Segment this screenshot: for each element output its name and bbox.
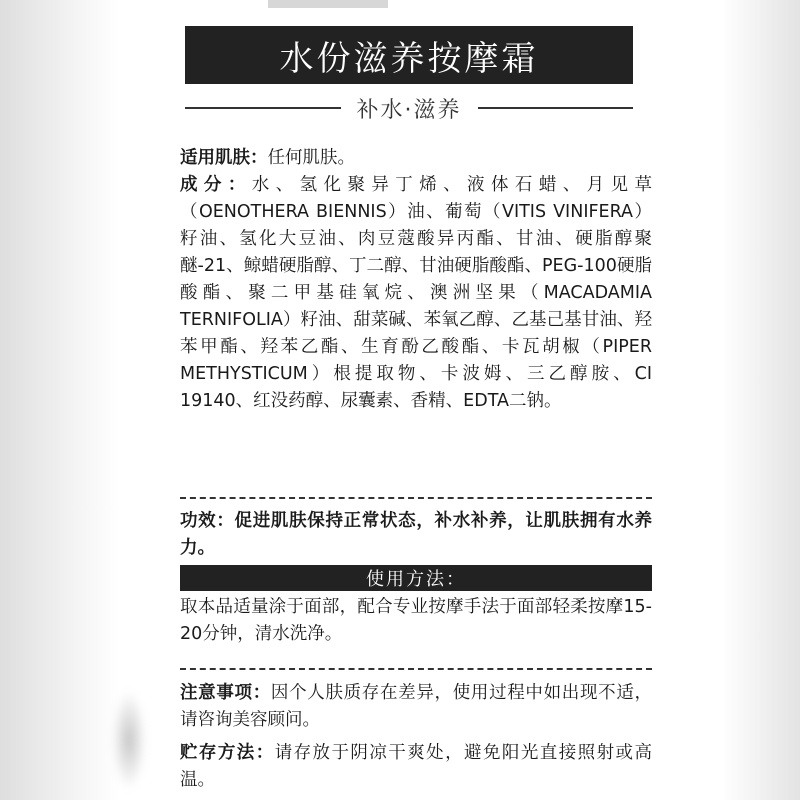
blurred-mark <box>112 690 146 790</box>
ingredients <box>180 172 652 415</box>
divider-ingredients <box>180 497 652 499</box>
cautions-value: 因个人肤质存在差异，使用过程中如出现不适，请咨询美容顾问。 <box>180 683 653 730</box>
cautions <box>180 680 652 734</box>
suitable-skin-label: 适用肌肤： <box>180 148 268 168</box>
subtitle-left-rule <box>185 107 341 109</box>
ingredients-value: 水、氢化聚异丁烯、液体石蜡、月见草（OENOTHERA BIENNIS）油、葡萄（VITIS VINIFERA）籽油、氢化大豆油、肉豆蔻酸异丙酯、甘油、硬脂醇聚醚-21、鲸蜡硬脂醇、丁二醇、甘油硬脂酸酯、PEG-100硬脂酸酯、聚二甲基硅氧烷、澳洲坚果（MACADAMIA TERNIFOLIA）籽油、甜菜碱、苯氧乙醇、乙基己基甘油、羟苯甲酯、羟苯乙酯、生育酚乙酸酯、卡瓦胡椒（PIPER METHYSTICUM）根提取物、卡波姆、三乙醇胺、CI 19140、红没药醇、尿囊素、香精、EDTA二钠。 <box>180 175 653 411</box>
bottle-right-edge <box>720 0 800 800</box>
storage <box>180 740 652 794</box>
bottle-left-edge <box>0 0 120 800</box>
usage-header <box>180 565 652 591</box>
label-top-strip <box>268 0 388 8</box>
efficacy-label: 功效： <box>180 511 235 531</box>
usage-instructions <box>180 594 652 648</box>
suitable-skin <box>180 145 652 172</box>
product-title <box>185 26 633 84</box>
storage-label: 贮存方法： <box>180 743 275 763</box>
storage-value: 请存放于阴凉干爽处，避免阳光直接照射或高温。 <box>180 743 652 790</box>
subtitle-row <box>185 88 633 128</box>
usage-header-text: 使用方法： <box>366 569 466 590</box>
suitable-skin-value: 任何肌肤。 <box>267 148 355 168</box>
usage-value: 取本品适量涂于面部，配合专业按摩手法于面部轻柔按摩15-20分钟，清水洗净。 <box>180 597 652 644</box>
divider-usage <box>180 668 652 670</box>
subtitle-right-rule <box>478 107 634 109</box>
efficacy-value: 促进肌肤保持正常状态，补水补养，让肌肤拥有水养力。 <box>180 511 653 558</box>
efficacy <box>180 508 652 562</box>
subtitle-text: 补水·滋养 <box>356 97 462 123</box>
product-title-text: 水份滋养按摩霜 <box>279 38 539 79</box>
cautions-label: 注意事项： <box>180 683 271 703</box>
ingredients-label: 成分： <box>180 175 252 195</box>
